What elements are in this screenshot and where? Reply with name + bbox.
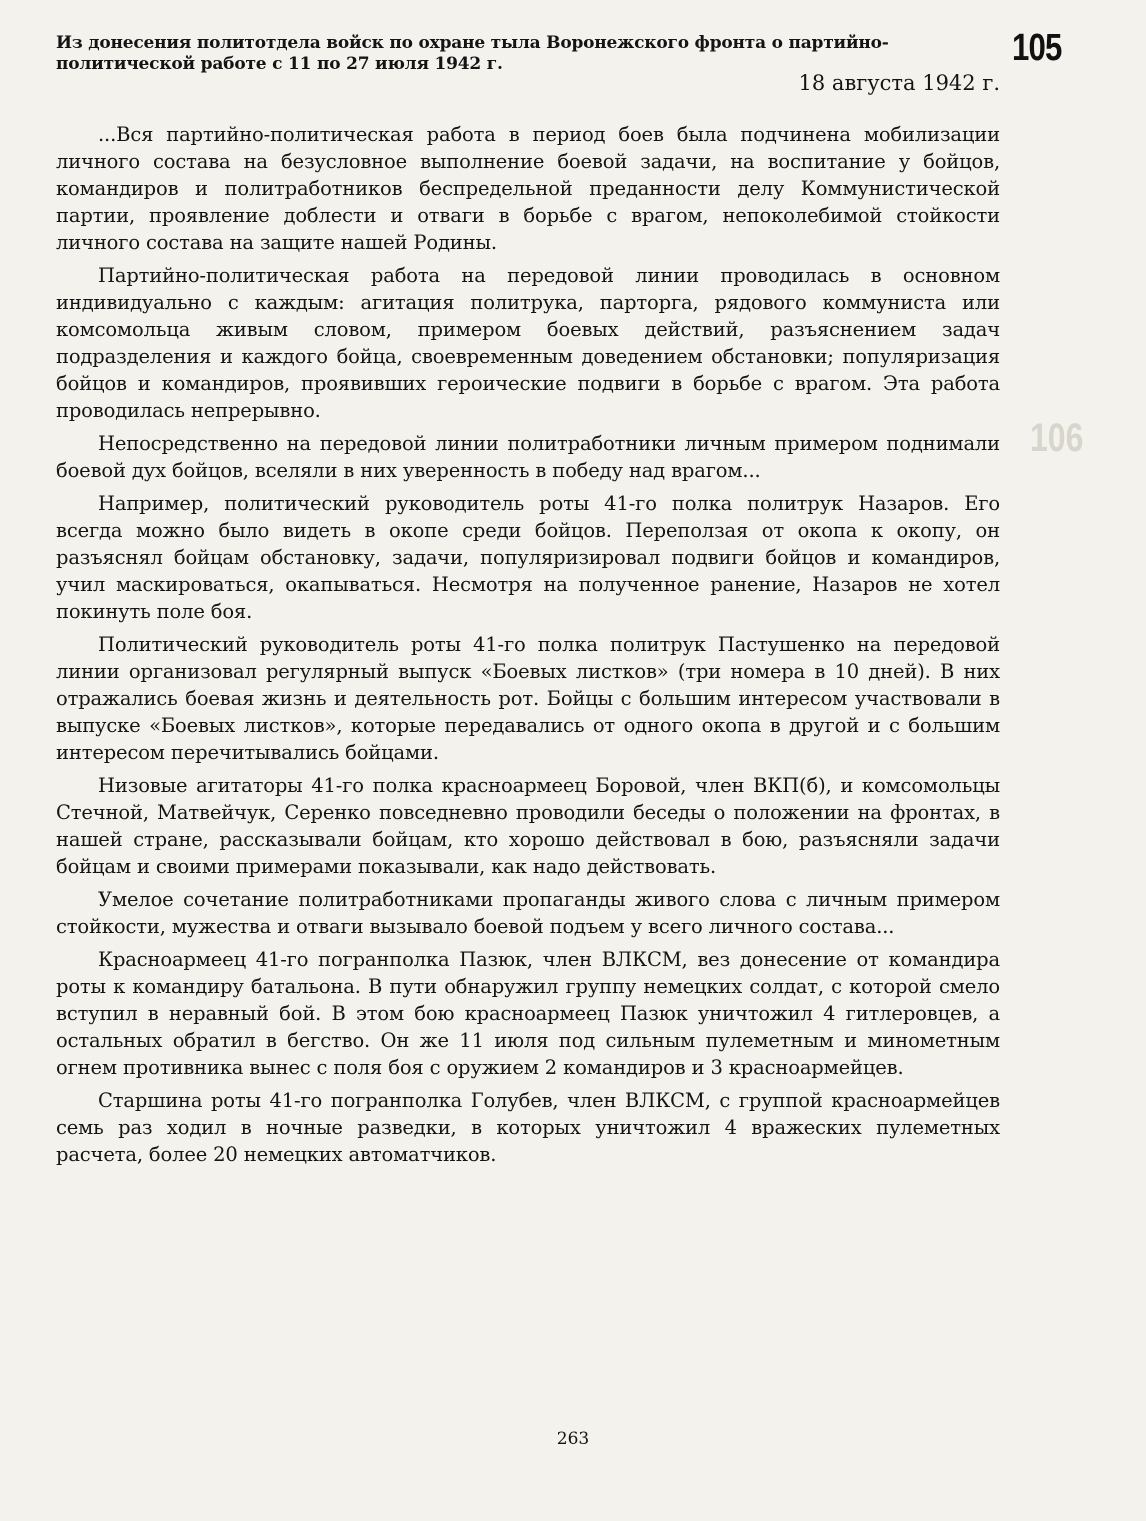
- document-date: 18 августа 1942 г.: [798, 71, 1000, 95]
- paragraph: Например, политический руководитель роты 41-го полка политрук Назаров. Его всегда можно было видеть в окопе среди бойцов. Переползая от окопа к окопу, он разъяснял бойцам обстановку, задачи, популяризировал подвиги бойцов и командиров, учил маскироваться, окапываться. Несмотря на полученное ранение, Назаров не хотел покинуть поле боя.: [56, 492, 1000, 623]
- paragraph: Красноармеец 41-го погранполка Пазюк, член ВЛКСМ, вез донесение от командира роты к командиру батальона. В пути обнаружил группу немецких солдат, с которой смело вступил в неравный бой. В этом бою красноармеец Пазюк уничтожил 4 гитлеровцев, а остальных обратил в бегство. Он же 11 июля под сильным пулеметным и минометным огнем противника вынес с поля боя с оружием 2 командиров и 3 красноармейцев.: [56, 948, 1000, 1079]
- paragraph: Политический руководитель роты 41-го полка политрук Пастушенко на передовой линии организовал регулярный выпуск «Боевых листков» (три номера в 10 дней). В них отражались боевая жизнь и деятельность рот. Бойцы с большим интересом участвовали в выпуске «Боевых листков», которые передавались от одного окопа в другой и с большим интересом перечитывались бойцами.: [56, 633, 1000, 764]
- document-heading: Из донесения политотдела войск по охране тыла Воронежского фронта о партийно-политической работе с 11 по 27 июля 1942 г.: [56, 33, 889, 74]
- paragraph: Партийно-политическая работа на передовой линии проводилась в основном индивидуально с каждым: агитация политрука, парторга, рядового коммуниста или комсомольца живым словом, примером боевых действий, разъяснением задач подразделения и каждого бойца, своевременным доведением обстановки; популяризация бойцов и командиров, проявивших героические подвиги в борьбе с врагом. Эта работа проводилась непрерывно.: [56, 264, 1000, 422]
- paragraph: Низовые агитаторы 41-го полка красноармеец Боровой, член ВКП(б), и комсомольцы Стечной, Матвейчук, Серенко повседневно проводили беседы о положении на фронтах, в нашей стране, рассказывали бойцам, кто хорошо действовал в бою, разъясняли задачи бойцам и своими примерами показывали, как надо действовать.: [56, 774, 1000, 878]
- paragraph: ...Вся партийно-политическая работа в период боев была подчинена мобилизации личного состава на безусловное выполнение боевой задачи, на воспитание у бойцов, командиров и политработников беспредельной преданности делу Коммунистической партии, проявление доблести и отваги в борьбе с врагом, непоколебимой стойкости личного состава на защите нашей Родины.: [56, 123, 1000, 254]
- paragraph: Старшина роты 41-го погранполка Голубев, член ВЛКСМ, с группой красноармейцев семь раз ходил в ночные разведки, в которых уничтожил 4 вражеских пулеметных расчета, более 20 немецких автоматчиков.: [56, 1089, 1000, 1166]
- document-number: 105: [1012, 27, 1062, 69]
- paragraph: Непосредственно на передовой линии политработники личным примером поднимали боевой дух бойцов, вселяли в них уверенность в победу над врагом...: [56, 432, 1000, 482]
- page-number: 263: [556, 1429, 590, 1449]
- document-body: [56, 121, 1000, 1174]
- bleed-through-mark: 106: [1030, 416, 1084, 460]
- paragraph: Умелое сочетание политработниками пропаганды живого слова с личным примером стойкости, мужества и отваги вызывало боевой подъем у всего личного состава...: [56, 888, 1000, 938]
